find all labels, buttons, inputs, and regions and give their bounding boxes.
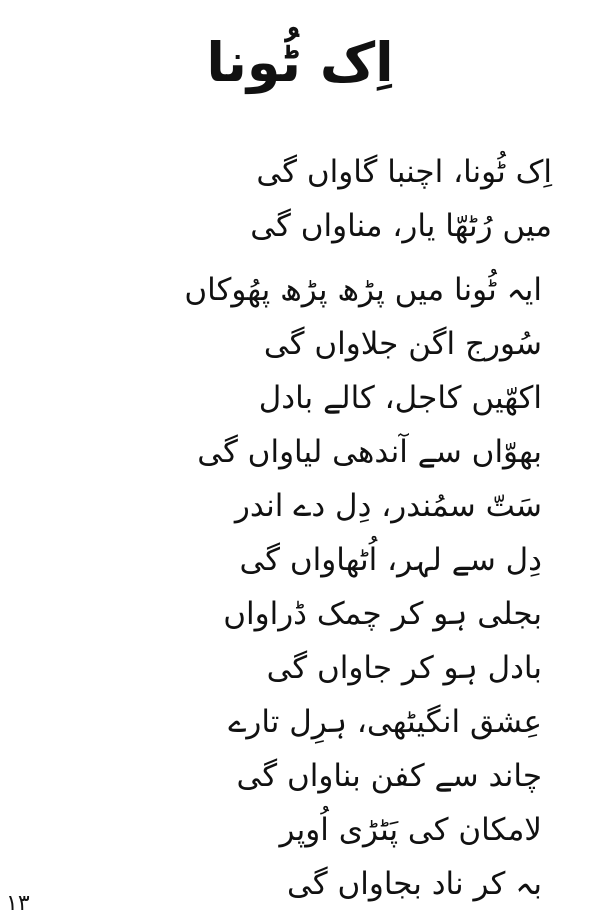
poem-line: سُورج اگن جلاواں گی (263, 326, 542, 362)
poem-title: اِک ٹُونا (206, 31, 394, 94)
poem-line: بجلی ہو کر چمک ڈراواں (223, 596, 542, 632)
poem-line: ایہ ٹُونا میں پڑھ پڑھ پھُوکاں (184, 272, 542, 308)
poem-line: چاند سے کفن بناواں گی (236, 758, 542, 794)
poem-line: اِک ٹُونا، اچنبا گاواں گی (256, 154, 552, 190)
poem-line: دِل سے لہر، اُٹھاواں گی (239, 542, 542, 578)
poem-line: سَتّ سمُندر، دِل دے اندر (234, 488, 542, 524)
poem-line: لامکان کی پَٹڑی اُوپر (279, 812, 542, 848)
poem-line: بہ کر ناد بجاواں گی (287, 866, 542, 902)
poem-line: میں رُٹھّا یار، مناواں گی (250, 208, 552, 244)
poem-line: عِشق انگیٹھی، ہرِل تارے (228, 704, 542, 740)
poem-line: بادل ہو کر جاواں گی (266, 650, 542, 686)
page-number: ۱۳ (6, 891, 30, 916)
poem-line: بھوّاں سے آندھی لیاواں گی (197, 434, 542, 470)
poem-line: اکھّیں کاجل، کالے بادل (258, 380, 542, 416)
